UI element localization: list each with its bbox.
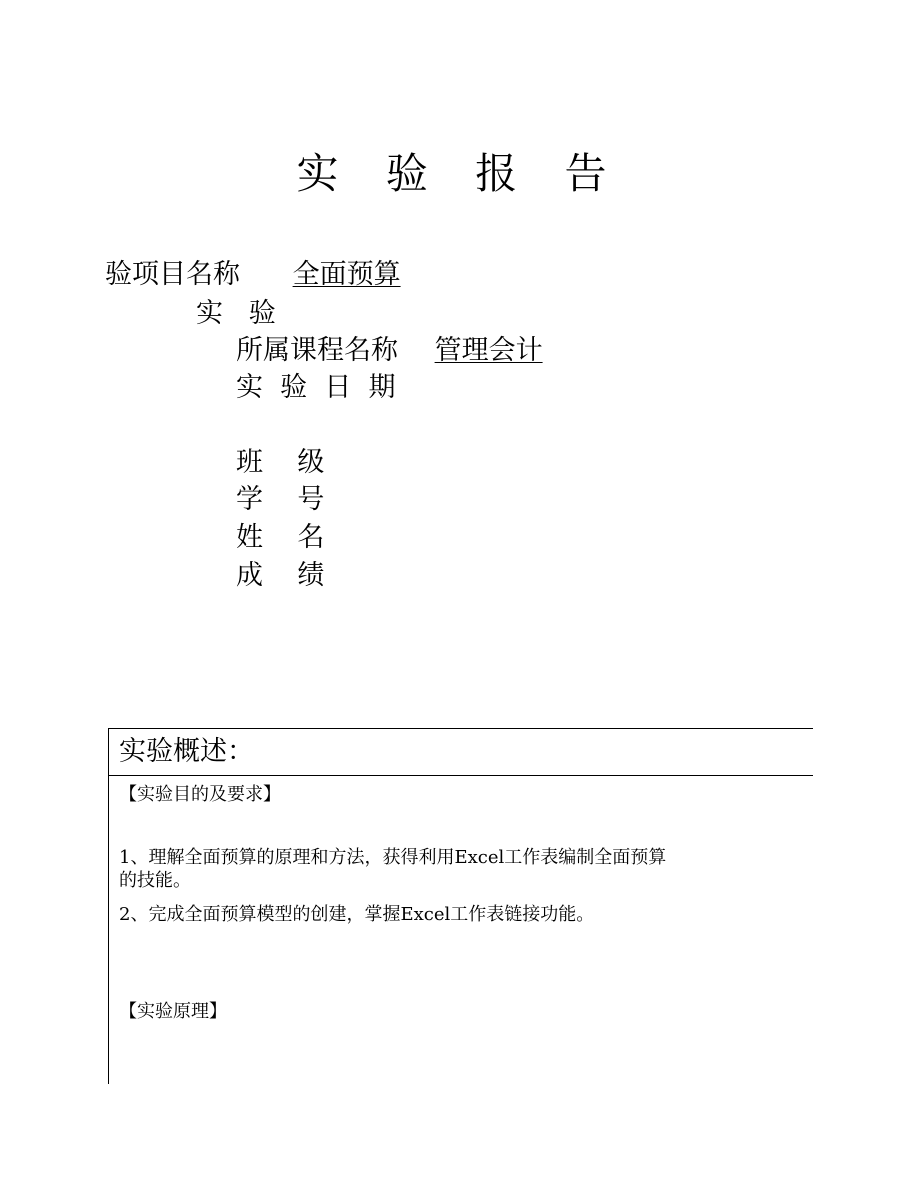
overview-table [108,728,813,1084]
date-label: 实 验 日 期 [236,372,396,403]
date-value [404,372,544,403]
project-name-value: 全面预算 [292,259,401,290]
class-row [236,446,324,480]
grade-row [236,559,496,593]
overview-heading: 实验概述： [109,729,813,776]
class-label: 班 级 [236,447,325,478]
name-label: 姓 名 [236,522,325,553]
date-row [236,371,544,405]
principle-heading: 【实验原理】 [119,1001,227,1022]
purpose-item-1-line-2: 的技能。 [119,870,191,891]
purpose-item-1-line-1: 1、理解全面预算的原理和方法，获得利用Excel工作表编制全面预算 [119,847,667,868]
student-id-label: 学 号 [236,484,325,515]
report-title: 实 验 报 告 [296,149,624,198]
grade-value [333,560,496,591]
project-name-row [105,258,431,292]
purpose-heading: 【实验目的及要求】 [119,784,281,805]
experiment-label: 实 验 [196,298,276,329]
course-name-row [236,334,597,368]
grade-label: 成 绩 [236,560,325,591]
course-name-value: 管理会计 [434,335,543,366]
purpose-item-2: 2、完成全面预算模型的创建，掌握Excel工作表链接功能。 [119,904,595,925]
name-value [333,522,496,553]
student-id-row [236,483,324,517]
course-name-label: 所属课程名称 [236,335,398,366]
project-name-label: 验项目名称 [105,259,240,290]
name-row [236,521,496,555]
